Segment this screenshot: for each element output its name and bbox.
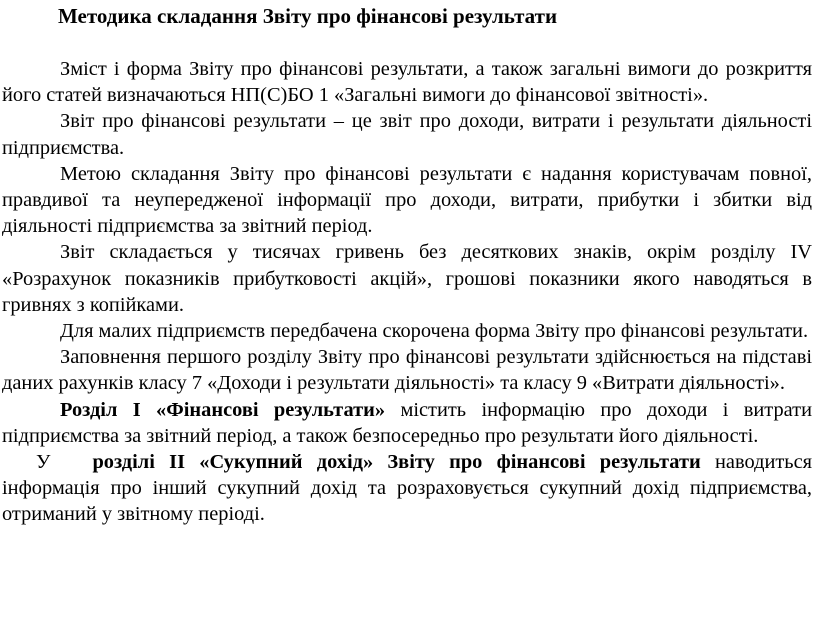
section-two-prefix: У bbox=[36, 451, 51, 474]
section-two-text: наводиться інформація про інший сукупний дохід та розраховується сукупний дохід підприємства, отриманий у звітному періоді. bbox=[2, 451, 812, 526]
paragraph-definition: Звіт про фінансові результати – це звіт про доходи, витрати і результати діяльності підприємства. bbox=[2, 110, 812, 159]
document-title: Методика складання Звіту про фінансові результати bbox=[58, 4, 558, 28]
paragraph-content-form: Зміст і форма Звіту про фінансові результати, а також загальні вимоги до розкриття його статей визначаються НП(С)БО 1 «Загальні вимоги до фінансової звітності». bbox=[2, 58, 812, 107]
section-one-text: містить інформацію про доходи і витрати підприємства за звітний період, а також безпосередньо про результати його діяльності. bbox=[2, 398, 812, 447]
paragraph-section-two bbox=[2, 449, 812, 528]
paragraph-section-one-sources: Заповнення першого розділу Звіту про фінансові результати здійснюється на підставі даних рахунків класу 7 «Доходи і результати діяльності» та класу 9 «Витрати діяльності». bbox=[2, 346, 812, 395]
paragraph-currency-units: Звіт складається у тисячах гривень без десяткових знаків, окрім розділу IV «Розрахунок показників прибутковості акцій», грошові показники якого наводяться в гривнях з копійками. bbox=[2, 241, 812, 316]
paragraph-small-enterprises: Для малих підприємств передбачена скорочена форма Звіту про фінансові результати. bbox=[60, 320, 809, 343]
paragraph-purpose: Метою складання Звіту про фінансові результати є надання користувачам повної, правдивої та неупередженої інформації про доходи, витрати, прибутки і збитки від діяльності підприємства за звітний період. bbox=[2, 162, 812, 238]
section-one-heading: Розділ І «Фінансові результати» bbox=[60, 398, 386, 421]
section-two-heading: розділі ІІ «Сукупний дохід» Звіту про фінансові результати bbox=[92, 451, 701, 474]
paragraph-section-one bbox=[2, 397, 812, 449]
